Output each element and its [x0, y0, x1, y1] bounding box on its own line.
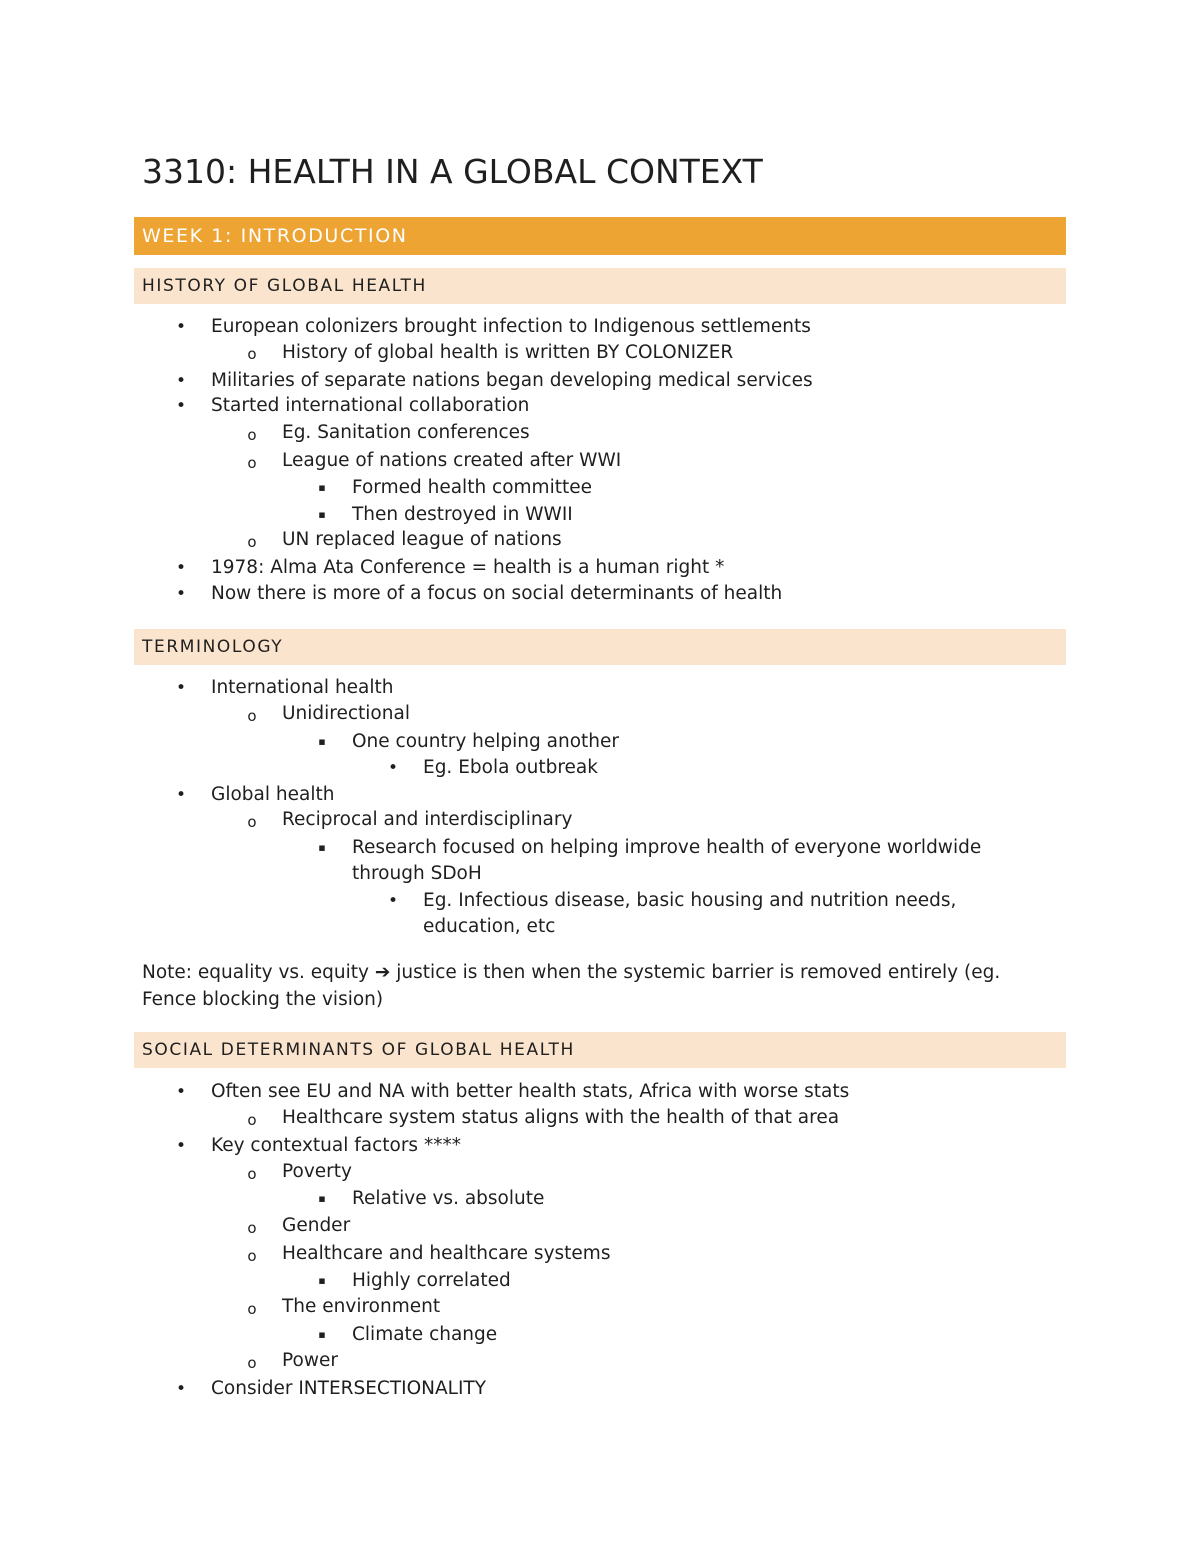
page-title: 3310: HEALTH IN A GLOBAL CONTEXT [142, 152, 763, 191]
list-item: Global health [211, 784, 335, 805]
list-item-continuation: education, etc [423, 916, 556, 937]
list-item-continuation: through SDoH [352, 863, 482, 884]
list-item: European colonizers brought infection to Indigenous settlements [211, 316, 811, 337]
bullet-icon: • [175, 317, 187, 337]
bullet-icon: • [175, 558, 187, 578]
list-item: One country helping another [352, 731, 620, 752]
section-heading-terminology: TERMINOLOGY [134, 629, 1066, 665]
list-item: Poverty [282, 1161, 352, 1182]
square-bullet-icon: ▪ [318, 508, 326, 521]
square-bullet-icon: ▪ [318, 481, 326, 494]
list-item: Healthcare system status aligns with the health of that area [282, 1107, 840, 1128]
circle-bullet-icon: o [247, 1219, 257, 1237]
bullet-icon: • [175, 785, 187, 805]
circle-bullet-icon: o [247, 1111, 257, 1129]
list-item: Highly correlated [352, 1270, 511, 1291]
note-line-2: Fence blocking the vision) [142, 989, 384, 1010]
list-item: The environment [282, 1296, 441, 1317]
list-item: 1978: Alma Ata Conference = health is a human right * [211, 557, 725, 578]
list-item: Militaries of separate nations began developing medical services [211, 370, 813, 391]
list-item: Healthcare and healthcare systems [282, 1243, 611, 1264]
list-item: Consider INTERSECTIONALITY [211, 1378, 487, 1399]
list-item: Eg. Sanitation conferences [282, 422, 530, 443]
bullet-icon: • [175, 584, 187, 604]
square-bullet-icon: ▪ [318, 841, 326, 854]
week-heading: WEEK 1: INTRODUCTION [134, 217, 1066, 255]
list-item: Unidirectional [282, 703, 410, 724]
circle-bullet-icon: o [247, 1165, 257, 1183]
list-item: Now there is more of a focus on social determinants of health [211, 583, 783, 604]
list-item: Often see EU and NA with better health stats, Africa with worse stats [211, 1081, 850, 1102]
list-item: Relative vs. absolute [352, 1188, 545, 1209]
bullet-icon: • [175, 396, 187, 416]
circle-bullet-icon: o [247, 533, 257, 551]
square-bullet-icon: ▪ [318, 735, 326, 748]
list-item: Eg. Infectious disease, basic housing and nutrition needs, [423, 890, 957, 911]
circle-bullet-icon: o [247, 813, 257, 831]
bullet-icon: • [175, 371, 187, 391]
list-item: Climate change [352, 1324, 498, 1345]
bullet-icon: • [387, 891, 399, 911]
list-item: Key contextual factors **** [211, 1135, 461, 1156]
list-item: UN replaced league of nations [282, 529, 562, 550]
circle-bullet-icon: o [247, 707, 257, 725]
list-item: Started international collaboration [211, 395, 530, 416]
list-item: Formed health committee [352, 477, 592, 498]
circle-bullet-icon: o [247, 1300, 257, 1318]
list-item: International health [211, 677, 394, 698]
square-bullet-icon: ▪ [318, 1328, 326, 1341]
bullet-icon: • [387, 758, 399, 778]
list-item: Power [282, 1350, 338, 1371]
list-item: Reciprocal and interdisciplinary [282, 809, 573, 830]
note-prefix: Note: equality vs. equity [142, 962, 369, 983]
bullet-icon: • [175, 1136, 187, 1156]
note-paragraph [142, 959, 1000, 986]
list-item: Eg. Ebola outbreak [423, 757, 598, 778]
list-item: History of global health is written BY COLONIZER [282, 342, 734, 363]
list-item: Then destroyed in WWII [352, 504, 573, 525]
bullet-icon: • [175, 1379, 187, 1399]
note-suffix: justice is then when the systemic barrier is removed entirely (eg. [396, 962, 1001, 983]
section-heading-history: HISTORY OF GLOBAL HEALTH [134, 268, 1066, 304]
list-item: League of nations created after WWI [282, 450, 622, 471]
square-bullet-icon: ▪ [318, 1192, 326, 1205]
circle-bullet-icon: o [247, 1247, 257, 1265]
bullet-icon: • [175, 678, 187, 698]
list-item: Gender [282, 1215, 351, 1236]
circle-bullet-icon: o [247, 345, 257, 363]
section-heading-social-determinants: SOCIAL DETERMINANTS OF GLOBAL HEALTH [134, 1032, 1066, 1068]
circle-bullet-icon: o [247, 1354, 257, 1372]
circle-bullet-icon: o [247, 454, 257, 472]
circle-bullet-icon: o [247, 426, 257, 444]
arrow-icon: ➔ [374, 962, 391, 983]
square-bullet-icon: ▪ [318, 1274, 326, 1287]
bullet-icon: • [175, 1082, 187, 1102]
list-item: Research focused on helping improve health of everyone worldwide [352, 837, 982, 858]
